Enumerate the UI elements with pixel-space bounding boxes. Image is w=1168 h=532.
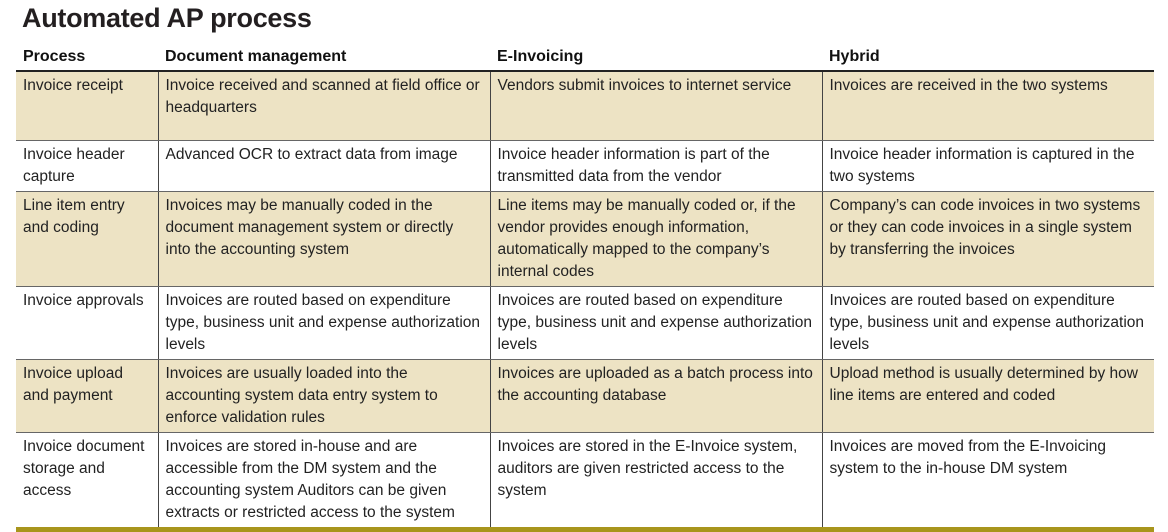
- hybrid-cell: Invoices are moved from the E-Invoicing system to the in-house DM system: [822, 433, 1154, 530]
- e-invoicing-cell: Vendors submit invoices to internet service: [490, 71, 822, 141]
- table-row: [16, 192, 1154, 287]
- hybrid-cell: Invoices are routed based on expenditure type, business unit and expense authorization levels: [822, 287, 1154, 360]
- process-cell: Invoice approvals: [16, 287, 158, 360]
- page-title: Automated AP process: [22, 3, 312, 33]
- column-header-e-invoicing: E-Invoicing: [490, 42, 822, 71]
- document-management-cell: Advanced OCR to extract data from image: [158, 141, 490, 192]
- process-cell: Invoice document storage and access: [16, 433, 158, 530]
- document-management-cell: Invoices are stored in-house and are accessible from the DM system and the accounting system Auditors can be given extracts or restricted access to the system: [158, 433, 490, 530]
- column-header-process: Process: [16, 42, 158, 71]
- document-management-cell: Invoices may be manually coded in the document management system or directly into the accounting system: [158, 192, 490, 287]
- table-row: [16, 433, 1154, 530]
- process-cell: Line item entry and coding: [16, 192, 158, 287]
- process-cell: Invoice header capture: [16, 141, 158, 192]
- table-row: [16, 287, 1154, 360]
- table-row: [16, 71, 1154, 141]
- hybrid-cell: Invoice header information is captured in the two systems: [822, 141, 1154, 192]
- table-row: [16, 141, 1154, 192]
- column-header-hybrid: Hybrid: [822, 42, 1154, 71]
- table-header-row: [16, 42, 1154, 71]
- table-row: [16, 360, 1154, 433]
- e-invoicing-cell: Invoices are uploaded as a batch process into the accounting database: [490, 360, 822, 433]
- process-cell: Invoice receipt: [16, 71, 158, 141]
- hybrid-cell: Company’s can code invoices in two systems or they can code invoices in a single system by transferring the invoices: [822, 192, 1154, 287]
- column-header-document-management: Document management: [158, 42, 490, 71]
- e-invoicing-cell: Line items may be manually coded or, if the vendor provides enough information, automatically mapped to the company’s internal codes: [490, 192, 822, 287]
- ap-process-table: [16, 42, 1154, 532]
- hybrid-cell: Invoices are received in the two systems: [822, 71, 1154, 141]
- document-management-cell: Invoices are routed based on expenditure type, business unit and expense authorization levels: [158, 287, 490, 360]
- process-cell: Invoice upload and payment: [16, 360, 158, 433]
- e-invoicing-cell: Invoices are stored in the E-Invoice system, auditors are given restricted access to the system: [490, 433, 822, 530]
- e-invoicing-cell: Invoice header information is part of the transmitted data from the vendor: [490, 141, 822, 192]
- e-invoicing-cell: Invoices are routed based on expenditure type, business unit and expense authorization levels: [490, 287, 822, 360]
- document-management-cell: Invoice received and scanned at field office or headquarters: [158, 71, 490, 141]
- document-management-cell: Invoices are usually loaded into the accounting system data entry system to enforce validation rules: [158, 360, 490, 433]
- hybrid-cell: Upload method is usually determined by how line items are entered and coded: [822, 360, 1154, 433]
